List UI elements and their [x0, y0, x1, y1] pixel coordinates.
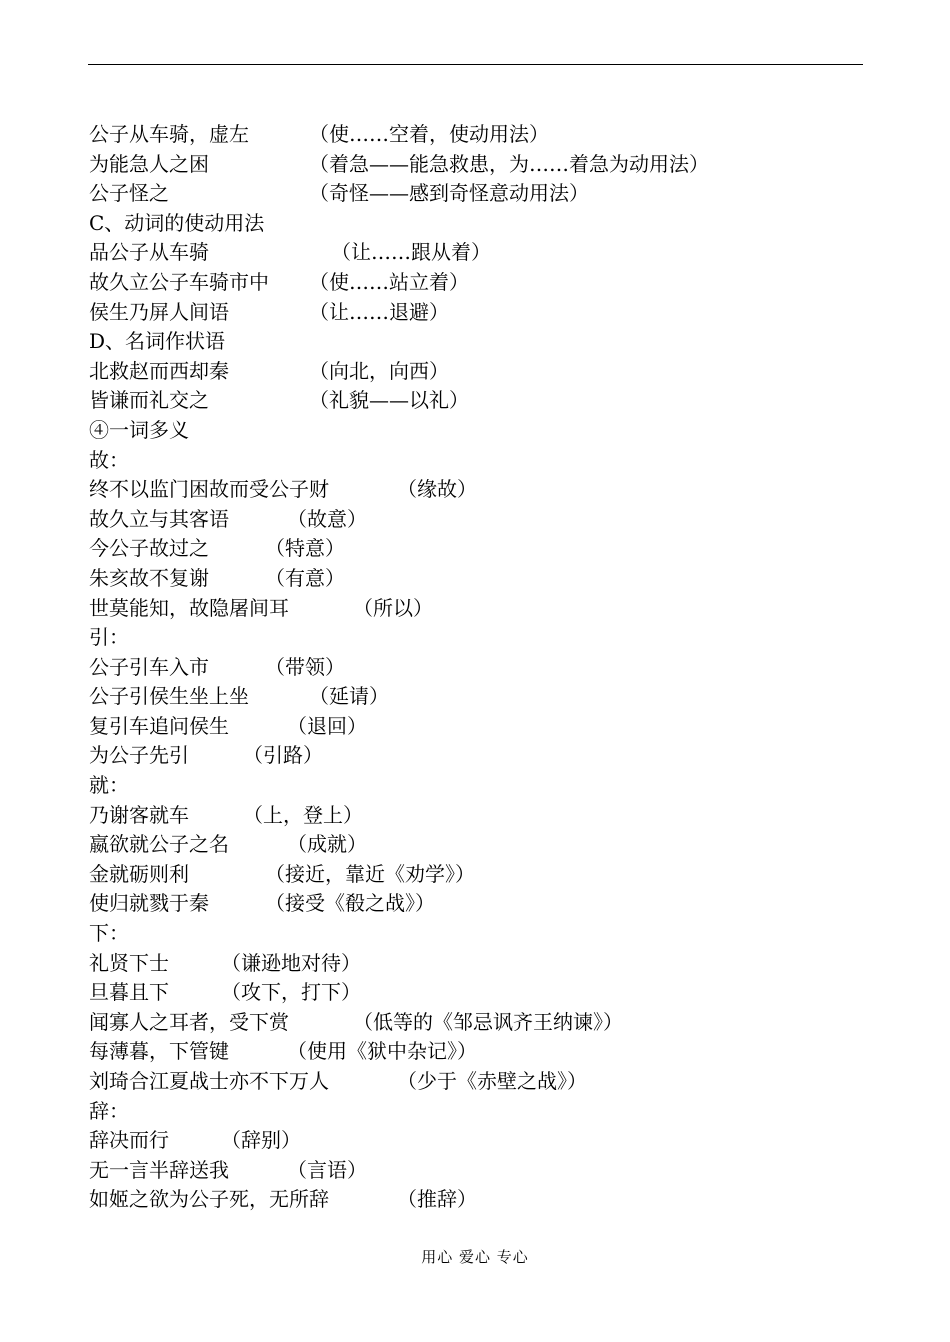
line-text: 下： — [89, 921, 129, 946]
page-footer: 用心 爱心 专心 — [421, 1248, 529, 1266]
line-text: 为公子先引 — [89, 743, 189, 768]
line-note: （推辞） — [397, 1187, 477, 1212]
line-text: 金就砺则利 — [89, 861, 189, 886]
line-text: C、动词的使动用法 — [89, 210, 265, 235]
text-line — [89, 534, 889, 564]
line-text: 旦暮且下 — [89, 980, 169, 1005]
text-line — [89, 949, 889, 979]
line-text: 礼贤下士 — [89, 950, 169, 975]
line-note: （延请） — [309, 684, 389, 709]
line-note: （奇怪——感到奇怪意动用法） — [309, 181, 589, 206]
line-text: 辞： — [89, 1098, 129, 1123]
line-text: 刘琦合江夏战士亦不下万人 — [89, 1069, 329, 1093]
document-body — [89, 120, 889, 1215]
line-text: 故久立与其客语 — [89, 506, 229, 531]
line-note: （辞别） — [221, 1128, 301, 1153]
text-line — [89, 1067, 889, 1097]
text-line — [89, 771, 889, 801]
line-text: 品公子从车骑 — [89, 240, 209, 265]
text-line — [89, 712, 889, 742]
text-line — [89, 1126, 889, 1156]
line-note: （攻下，打下） — [221, 980, 361, 1005]
text-line — [89, 1037, 889, 1067]
line-text: 公子从车骑，虚左 — [89, 122, 249, 146]
line-note: （缘故） — [397, 477, 477, 502]
text-line — [89, 179, 889, 209]
line-text: 世莫能知，故隐屠间耳 — [89, 595, 289, 620]
line-text: 北救赵而西却秦 — [89, 358, 229, 383]
line-note: （让……退避） — [309, 299, 449, 324]
text-line — [89, 564, 889, 594]
text-line — [89, 801, 889, 831]
text-line — [89, 1097, 889, 1127]
line-note: （接受《殽之战》） — [265, 891, 435, 916]
text-line — [89, 209, 889, 239]
line-text: 每薄暮，下管键 — [89, 1039, 229, 1064]
line-note: （少于《赤壁之战》） — [397, 1069, 587, 1093]
text-line — [89, 1156, 889, 1186]
line-note: （谦逊地对待） — [221, 950, 361, 975]
text-line — [89, 120, 889, 150]
line-text: 终不以监门困故而受公子财 — [89, 477, 329, 502]
text-line — [89, 268, 889, 298]
text-line — [89, 741, 889, 771]
line-note: （向北，向西） — [309, 358, 449, 383]
line-note: （让……跟从着） — [331, 240, 491, 265]
line-text: 引： — [89, 625, 129, 650]
line-note: （使……空着，使动用法） — [309, 122, 549, 146]
line-note: （特意） — [265, 536, 345, 561]
line-text: 辞决而行 — [89, 1128, 169, 1153]
line-text: 为能急人之困 — [89, 151, 209, 176]
text-line — [89, 919, 889, 949]
line-text: ④一词多义 — [89, 417, 189, 442]
line-note: （低等的《邹忌讽齐王纳谏》） — [353, 1009, 623, 1034]
header-rule — [88, 64, 863, 65]
line-note: （言语） — [287, 1157, 367, 1182]
text-line — [89, 150, 889, 180]
line-text: 乃谢客就车 — [89, 802, 189, 827]
line-note: （有意） — [265, 565, 345, 590]
text-line — [89, 1185, 889, 1215]
line-text: 故久立公子车骑市中 — [89, 269, 269, 294]
line-note: （礼貌——以礼） — [309, 388, 469, 413]
line-text: D、名词作状语 — [89, 329, 226, 354]
text-line — [89, 298, 889, 328]
line-text: 复引车追问侯生 — [89, 713, 229, 738]
line-note: （成就） — [287, 832, 367, 857]
line-note: （着急——能急救患，为……着急为动用法） — [309, 151, 709, 176]
line-note: （使……站立着） — [309, 269, 469, 294]
text-line — [89, 446, 889, 476]
text-line — [89, 327, 889, 357]
line-note: （带领） — [265, 654, 345, 679]
line-text: 无一言半辞送我 — [89, 1157, 229, 1182]
text-line — [89, 1008, 889, 1038]
text-line — [89, 594, 889, 624]
text-line — [89, 386, 889, 416]
line-text: 如姬之欲为公子死，无所辞 — [89, 1187, 329, 1212]
line-note: （上，登上） — [243, 802, 363, 827]
text-line — [89, 475, 889, 505]
line-note: （接近，靠近《劝学》） — [265, 861, 475, 886]
text-line — [89, 238, 889, 268]
line-note: （退回） — [287, 713, 367, 738]
line-text: 公子引车入市 — [89, 654, 209, 679]
text-line — [89, 505, 889, 535]
line-text: 故： — [89, 447, 129, 472]
line-text: 使归就戮于秦 — [89, 891, 209, 916]
text-line — [89, 889, 889, 919]
line-note: （所以） — [353, 595, 433, 620]
text-line — [89, 682, 889, 712]
text-line — [89, 357, 889, 387]
text-line — [89, 416, 889, 446]
line-text: 公子怪之 — [89, 181, 169, 206]
line-text: 嬴欲就公子之名 — [89, 832, 229, 857]
line-text: 侯生乃屏人间语 — [89, 299, 229, 324]
line-text: 今公子故过之 — [89, 536, 209, 561]
line-note: （使用《狱中杂记》） — [287, 1039, 477, 1064]
text-line — [89, 830, 889, 860]
line-text: 朱亥故不复谢 — [89, 565, 209, 590]
line-note: （引路） — [243, 743, 323, 768]
line-note: （故意） — [287, 506, 367, 531]
text-line — [89, 860, 889, 890]
line-text: 公子引侯生坐上坐 — [89, 684, 249, 709]
line-text: 就： — [89, 773, 129, 798]
line-text: 皆谦而礼交之 — [89, 388, 209, 413]
text-line — [89, 623, 889, 653]
text-line — [89, 653, 889, 683]
text-line — [89, 978, 889, 1008]
line-text: 闻寡人之耳者，受下赏 — [89, 1009, 289, 1034]
